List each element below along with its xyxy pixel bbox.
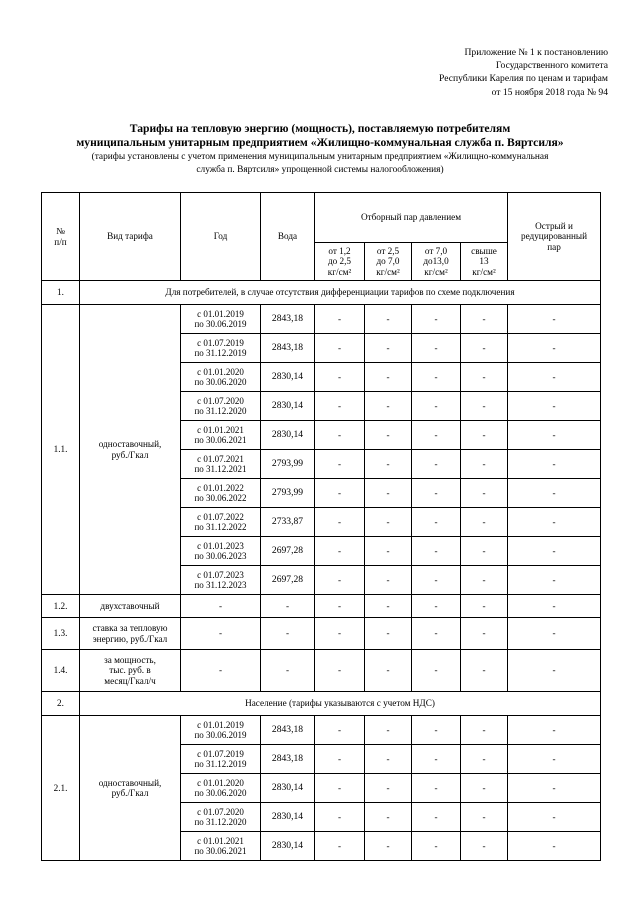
steam-value: - bbox=[461, 566, 508, 595]
header-text: № bbox=[56, 226, 65, 236]
row-value: - bbox=[261, 595, 315, 618]
steam-value: - bbox=[315, 363, 365, 392]
header-text: кг/см² bbox=[327, 266, 352, 277]
steam-value: - bbox=[508, 363, 601, 392]
annex-line: Приложение № 1 к постановлению bbox=[464, 47, 608, 58]
section-title: Для потребителей, в случае отсутствия дифференциации тарифов по схеме подключения bbox=[80, 281, 601, 305]
water-value: 2830,14 bbox=[261, 803, 315, 832]
steam-value: - bbox=[508, 832, 601, 861]
period-line: с 01.01.2021 bbox=[197, 424, 244, 435]
header-text: от 2,5 bbox=[376, 245, 400, 256]
period-cell bbox=[181, 392, 261, 421]
steam-value: - bbox=[365, 745, 412, 774]
period-line: по 30.06.2020 bbox=[194, 377, 247, 387]
steam-value: - bbox=[365, 832, 412, 861]
steam-value: - bbox=[412, 450, 461, 479]
row-value: - bbox=[365, 595, 412, 618]
cell-line: месяц/Гкал/ч bbox=[104, 675, 156, 686]
steam-value: - bbox=[365, 363, 412, 392]
row-type bbox=[80, 618, 181, 650]
cell-line: руб./Гкал bbox=[111, 449, 149, 460]
steam-value: - bbox=[508, 566, 601, 595]
period-line: с 01.07.2023 bbox=[197, 569, 244, 580]
steam-value: - bbox=[412, 392, 461, 421]
row-value: - bbox=[181, 618, 261, 650]
steam-value: - bbox=[315, 421, 365, 450]
header-year: Год bbox=[181, 193, 261, 281]
tariff-table-body bbox=[42, 193, 601, 861]
steam-value: - bbox=[412, 774, 461, 803]
steam-value: - bbox=[461, 479, 508, 508]
header-text: от 1,2 bbox=[328, 245, 351, 256]
steam-value: - bbox=[365, 803, 412, 832]
steam-value: - bbox=[315, 716, 365, 745]
row-value: - bbox=[461, 595, 508, 618]
steam-value: - bbox=[461, 334, 508, 363]
annex-line: Государственного комитета bbox=[495, 60, 608, 72]
header-text: до13,0 bbox=[423, 256, 449, 267]
period-cell bbox=[181, 566, 261, 595]
period-cell bbox=[181, 305, 261, 334]
cell-line: одноставочный, bbox=[98, 777, 162, 788]
row-value: - bbox=[315, 595, 365, 618]
period-line: по 30.06.2020 bbox=[194, 788, 247, 798]
steam-value: - bbox=[315, 832, 365, 861]
annex-line: Республики Карелия по ценам и тарифам bbox=[438, 73, 608, 85]
cell-line: одноставочный, bbox=[98, 439, 162, 449]
document-title bbox=[20, 122, 620, 150]
steam-value: - bbox=[461, 450, 508, 479]
steam-value: - bbox=[412, 479, 461, 508]
row-value: - bbox=[365, 618, 412, 650]
header-text: пар bbox=[547, 241, 561, 252]
tariff-row bbox=[42, 595, 601, 618]
row-value: - bbox=[412, 618, 461, 650]
header-text: от 7,0 bbox=[424, 245, 448, 256]
steam-value: - bbox=[315, 566, 365, 595]
water-value: 2830,14 bbox=[261, 363, 315, 392]
period-cell bbox=[181, 479, 261, 508]
period-line: с 01.07.2022 bbox=[197, 511, 244, 522]
steam-value: - bbox=[412, 832, 461, 861]
water-value: 2830,14 bbox=[261, 774, 315, 803]
steam-value: - bbox=[461, 392, 508, 421]
row-value: - bbox=[365, 650, 412, 692]
header-text: до 2,5 bbox=[327, 256, 352, 267]
steam-value: - bbox=[365, 450, 412, 479]
water-value: 2830,14 bbox=[261, 392, 315, 421]
period-line: по 30.06.2019 bbox=[194, 319, 247, 329]
steam-value: - bbox=[315, 392, 365, 421]
header-num bbox=[42, 193, 80, 281]
row-value: - bbox=[508, 595, 601, 618]
period-line: с 01.01.2020 bbox=[197, 777, 244, 788]
steam-value: - bbox=[412, 566, 461, 595]
header-pressure-3 bbox=[412, 243, 461, 281]
period-line: с 01.07.2020 bbox=[197, 395, 244, 406]
period-line: с 01.01.2020 bbox=[197, 366, 244, 377]
header-pressure-1 bbox=[315, 243, 365, 281]
row-value: - bbox=[261, 650, 315, 692]
period-cell bbox=[181, 745, 261, 774]
steam-value: - bbox=[412, 305, 461, 334]
period-line: с 01.07.2019 bbox=[197, 748, 244, 759]
period-line: по 31.12.2021 bbox=[194, 464, 247, 474]
steam-value: - bbox=[365, 334, 412, 363]
header-pressure-4 bbox=[461, 243, 508, 281]
title-line: Тарифы на тепловую энергию (мощность), поставляемую потребителям bbox=[129, 122, 511, 135]
header-text: кг/см² bbox=[472, 266, 496, 277]
row-value: - bbox=[412, 595, 461, 618]
document-subtitle bbox=[40, 151, 600, 176]
steam-value: - bbox=[461, 537, 508, 566]
header-text: редуцированный bbox=[520, 231, 588, 242]
steam-value: - bbox=[508, 803, 601, 832]
steam-value: - bbox=[508, 305, 601, 334]
water-value: 2830,14 bbox=[261, 421, 315, 450]
group-type bbox=[80, 305, 181, 595]
steam-value: - bbox=[365, 716, 412, 745]
period-line: по 30.06.2023 bbox=[194, 551, 247, 561]
period-cell bbox=[181, 421, 261, 450]
row-value: - bbox=[181, 650, 261, 692]
header-steam: Отборный пар давлением bbox=[315, 193, 508, 243]
annex-block bbox=[348, 46, 608, 99]
row-value: - bbox=[181, 595, 261, 618]
steam-value: - bbox=[508, 774, 601, 803]
water-value: 2843,18 bbox=[261, 716, 315, 745]
steam-value: - bbox=[508, 450, 601, 479]
period-cell bbox=[181, 450, 261, 479]
header-text: кг/см² bbox=[424, 266, 448, 277]
water-value: 2697,28 bbox=[261, 537, 315, 566]
tariff-table bbox=[41, 192, 601, 861]
period-line: по 31.12.2019 bbox=[194, 348, 247, 358]
row-value: - bbox=[508, 650, 601, 692]
annex-line: от 15 ноября 2018 года № 94 bbox=[491, 86, 608, 98]
header-pressure-2 bbox=[365, 243, 412, 281]
group-type bbox=[80, 716, 181, 861]
tariff-row bbox=[42, 650, 601, 692]
header-text: кг/см² bbox=[376, 266, 400, 277]
header-text: п/п bbox=[54, 236, 67, 247]
title-line: муниципальным унитарным предприятием «Жилищно-коммунальная служба п. Вяртсиля» bbox=[76, 136, 564, 149]
steam-value: - bbox=[315, 450, 365, 479]
cell-line: двухставочный bbox=[100, 600, 160, 611]
period-line: с 01.07.2021 bbox=[197, 453, 244, 464]
water-value: 2843,18 bbox=[261, 745, 315, 774]
section-row bbox=[42, 281, 601, 305]
steam-value: - bbox=[508, 508, 601, 537]
period-line: с 01.07.2019 bbox=[197, 337, 244, 348]
steam-value: - bbox=[365, 392, 412, 421]
steam-value: - bbox=[461, 774, 508, 803]
section-row bbox=[42, 692, 601, 716]
water-value: 2830,14 bbox=[261, 832, 315, 861]
water-value: 2843,18 bbox=[261, 305, 315, 334]
period-line: с 01.01.2023 bbox=[197, 540, 244, 551]
period-line: с 01.01.2021 bbox=[197, 835, 244, 846]
steam-value: - bbox=[412, 363, 461, 392]
period-line: по 31.12.2023 bbox=[194, 580, 247, 590]
cell-line: энергию, руб./Гкал bbox=[92, 633, 168, 644]
steam-value: - bbox=[315, 305, 365, 334]
group-num: 2.1. bbox=[42, 716, 80, 861]
period-line: по 31.12.2020 bbox=[194, 406, 247, 416]
steam-value: - bbox=[365, 305, 412, 334]
steam-value: - bbox=[508, 537, 601, 566]
steam-value: - bbox=[461, 421, 508, 450]
steam-value: - bbox=[508, 745, 601, 774]
header-type: Вид тарифа bbox=[80, 193, 181, 281]
row-value: - bbox=[315, 650, 365, 692]
header-text: до 7,0 bbox=[376, 256, 400, 267]
header-text: свыше bbox=[471, 245, 497, 256]
steam-value: - bbox=[412, 508, 461, 537]
period-line: по 30.06.2021 bbox=[194, 846, 247, 856]
steam-value: - bbox=[365, 537, 412, 566]
header-sharp-steam bbox=[508, 193, 601, 281]
steam-value: - bbox=[461, 508, 508, 537]
period-cell bbox=[181, 803, 261, 832]
steam-value: - bbox=[508, 421, 601, 450]
cell-line: за мощность, bbox=[104, 654, 156, 665]
cell-line: тыс. руб. в bbox=[109, 665, 151, 676]
header-text: Острый и bbox=[535, 220, 573, 231]
steam-value: - bbox=[508, 334, 601, 363]
steam-value: - bbox=[412, 745, 461, 774]
steam-value: - bbox=[315, 334, 365, 363]
period-line: по 31.12.2020 bbox=[194, 817, 247, 827]
tariff-row bbox=[42, 618, 601, 650]
steam-value: - bbox=[412, 537, 461, 566]
steam-value: - bbox=[412, 803, 461, 832]
steam-value: - bbox=[412, 334, 461, 363]
steam-value: - bbox=[315, 508, 365, 537]
steam-value: - bbox=[365, 508, 412, 537]
period-cell bbox=[181, 774, 261, 803]
steam-value: - bbox=[365, 566, 412, 595]
group-num: 1.1. bbox=[42, 305, 80, 595]
steam-value: - bbox=[461, 305, 508, 334]
steam-value: - bbox=[461, 832, 508, 861]
period-line: с 01.01.2019 bbox=[197, 719, 244, 730]
row-type bbox=[80, 595, 181, 618]
steam-value: - bbox=[315, 745, 365, 774]
row-num: 1.4. bbox=[42, 650, 80, 692]
water-value: 2843,18 bbox=[261, 334, 315, 363]
steam-value: - bbox=[315, 537, 365, 566]
tariff-row bbox=[42, 305, 601, 334]
period-line: с 01.01.2022 bbox=[197, 482, 244, 493]
steam-value: - bbox=[508, 716, 601, 745]
section-num: 2. bbox=[42, 692, 80, 716]
steam-value: - bbox=[461, 745, 508, 774]
subtitle-line: (тарифы установлены с учетом применения муниципальным унитарным предприятием «Жилищно-коммунальная bbox=[91, 152, 549, 162]
row-value: - bbox=[461, 650, 508, 692]
water-value: 2793,99 bbox=[261, 450, 315, 479]
steam-value: - bbox=[315, 479, 365, 508]
period-line: по 31.12.2022 bbox=[194, 522, 247, 532]
period-cell bbox=[181, 537, 261, 566]
steam-value: - bbox=[508, 479, 601, 508]
header-water: Вода bbox=[261, 193, 315, 281]
steam-value: - bbox=[461, 716, 508, 745]
cell-line: ставка за тепловую bbox=[92, 623, 168, 633]
period-line: по 31.12.2019 bbox=[194, 759, 247, 769]
row-value: - bbox=[508, 618, 601, 650]
subtitle-line: служба п. Вяртсиля» упрощенной системы налогообложения) bbox=[196, 164, 444, 175]
period-cell bbox=[181, 716, 261, 745]
steam-value: - bbox=[315, 774, 365, 803]
steam-value: - bbox=[461, 363, 508, 392]
section-title: Население (тарифы указываются с учетом НДС) bbox=[80, 692, 601, 716]
period-line: с 01.01.2019 bbox=[197, 308, 244, 319]
period-cell bbox=[181, 334, 261, 363]
tariff-row bbox=[42, 716, 601, 745]
section-num: 1. bbox=[42, 281, 80, 305]
steam-value: - bbox=[365, 774, 412, 803]
row-num: 1.2. bbox=[42, 595, 80, 618]
period-cell bbox=[181, 832, 261, 861]
period-line: по 30.06.2021 bbox=[194, 435, 247, 445]
water-value: 2733,87 bbox=[261, 508, 315, 537]
row-value: - bbox=[315, 618, 365, 650]
row-value: - bbox=[261, 618, 315, 650]
period-line: с 01.07.2020 bbox=[197, 806, 244, 817]
row-value: - bbox=[461, 618, 508, 650]
steam-value: - bbox=[508, 392, 601, 421]
water-value: 2697,28 bbox=[261, 566, 315, 595]
row-num: 1.3. bbox=[42, 618, 80, 650]
header-text: 13 bbox=[479, 256, 489, 267]
period-cell bbox=[181, 508, 261, 537]
steam-value: - bbox=[315, 803, 365, 832]
row-type bbox=[80, 650, 181, 692]
header-row bbox=[42, 193, 601, 243]
cell-line: руб./Гкал bbox=[111, 788, 149, 798]
row-value: - bbox=[412, 650, 461, 692]
period-line: по 30.06.2019 bbox=[194, 730, 247, 740]
period-cell bbox=[181, 363, 261, 392]
steam-value: - bbox=[412, 421, 461, 450]
steam-value: - bbox=[412, 716, 461, 745]
steam-value: - bbox=[461, 803, 508, 832]
steam-value: - bbox=[365, 421, 412, 450]
period-line: по 30.06.2022 bbox=[194, 493, 247, 503]
steam-value: - bbox=[365, 479, 412, 508]
water-value: 2793,99 bbox=[261, 479, 315, 508]
